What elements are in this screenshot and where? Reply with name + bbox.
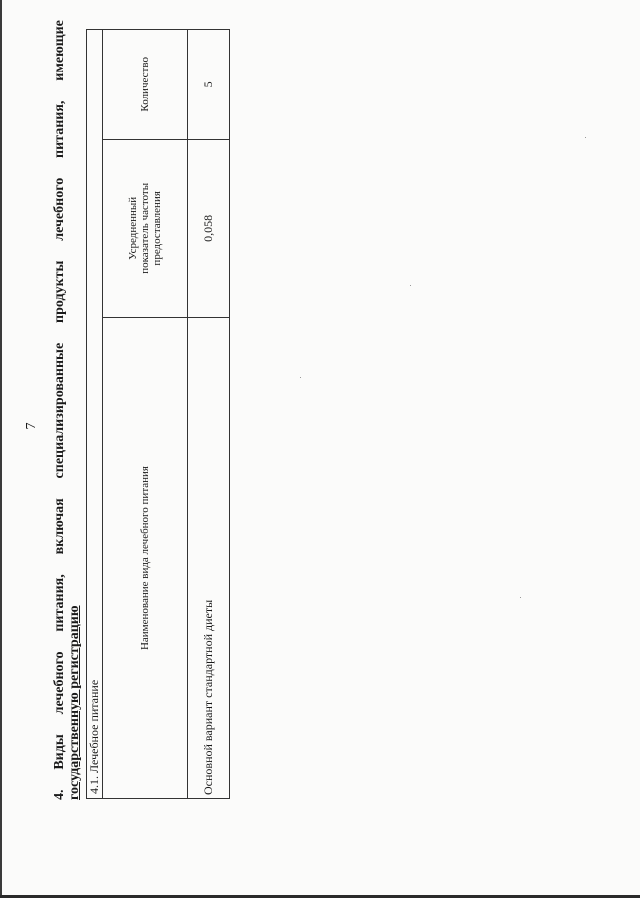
heading-word: Виды (52, 734, 67, 770)
table-row (188, 30, 230, 799)
heading-word: питания, (52, 100, 67, 158)
row-quantity: 5 (188, 30, 230, 140)
heading-word: имеющие (52, 20, 67, 81)
section-heading (52, 20, 82, 800)
table-header-row (103, 30, 188, 799)
heading-word: лечебного (52, 651, 67, 715)
scan-speck (585, 137, 586, 138)
heading-line-2: государственную регистрацию (67, 605, 82, 800)
heading-word: специализированные (52, 342, 67, 479)
subsection-title: 4.1. Лечебное питание (87, 30, 103, 799)
heading-line-1 (52, 20, 67, 800)
row-name: Основной вариант стандартной диеты (188, 318, 230, 799)
diet-table (86, 29, 230, 799)
scan-speck (410, 285, 411, 286)
header-frequency: Усредненный показатель частоты предоставления (103, 139, 188, 317)
row-frequency: 0,058 (188, 139, 230, 317)
page-number: 7 (24, 422, 39, 430)
header-quantity: Количество (103, 30, 188, 140)
scan-speck (300, 377, 301, 378)
heading-word: продукты (52, 260, 67, 323)
heading-word: питания, (52, 574, 67, 632)
heading-word: включая (52, 498, 67, 555)
heading-word: лечебного (52, 177, 67, 241)
heading-number: 4. (52, 789, 67, 800)
header-name: Наименование вида лечебного питания (103, 318, 188, 799)
table-subsection-row (87, 30, 103, 799)
scan-speck (520, 597, 521, 598)
